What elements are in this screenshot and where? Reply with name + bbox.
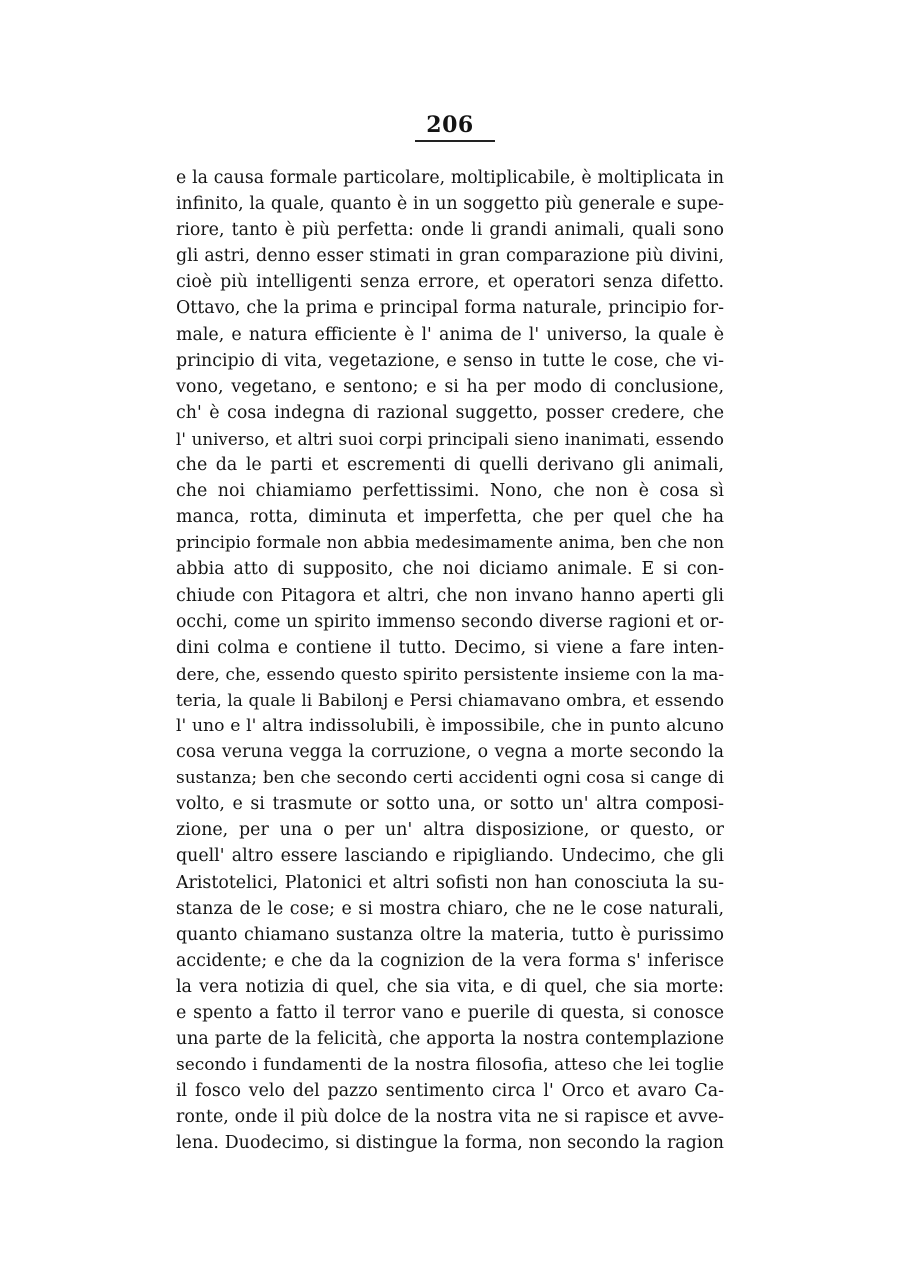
text-line-9: vono, vegetano, e sentono; e si ha per modo di conclusione, [176,376,724,397]
text-line-38: lena. Duodecimo, si distingue la forma, non secondo la ragion [176,1133,724,1154]
text-line-6: Ottavo, che la prima e principal forma naturale, principio for- [176,298,724,319]
text-line-37: ronte, onde il più dolce de la nostra vita ne si rapisce et avve- [176,1107,724,1128]
text-line-27: quell' altro essere lasciando e ripigliando. Undecimo, che gli [176,846,724,867]
text-line-4: gli astri, denno esser stimati in gran comparazione più divini, [176,246,724,267]
text-line-18: occhi, come un spirito immenso secondo diverse ragioni et or- [176,611,724,632]
text-line-11: l' universo, et altri suoi corpi principali sieno inanimati, essendo [176,428,724,449]
text-line-16: abbia atto di supposito, che noi diciamo animale. E si con- [176,559,724,580]
text-line-19: dini colma e contiene il tutto. Decimo, si viene a fare inten- [176,637,724,658]
text-line-2: infinito, la quale, quanto è in un soggetto più generale e supe- [176,194,724,215]
text-line-21: teria, la quale li Babilonj e Persi chiamavano ombra, et essendo [176,689,724,710]
text-line-23: cosa veruna vegga la corruzione, o vegna a morte secondo la [176,742,724,763]
body-text [176,165,724,1157]
text-line-32: la vera notizia di quel, che sia vita, e di quel, che sia morte: [176,976,724,997]
text-line-36: il fosco velo del pazzo sentimento circa l' Orco et avaro Ca- [176,1081,724,1102]
text-line-28: Aristotelici, Platonici et altri sofisti non han conosciuta la su- [176,872,724,893]
text-line-7: male, e natura efficiente è l' anima de l' universo, la quale è [176,324,724,345]
text-line-25: volto, e si trasmute or sotto una, or sotto un' altra composi- [176,794,724,815]
text-line-10: ch' è cosa indegna di razional suggetto, posser credere, che [176,402,724,423]
text-line-22: l' uno e l' altra indissolubili, è impossibile, che in punto alcuno [176,715,724,736]
text-line-13: che noi chiamiamo perfettissimi. Nono, che non è cosa sì [176,481,724,502]
text-line-29: stanza de le cose; e si mostra chiaro, che ne le cose naturali, [176,898,724,919]
text-line-3: riore, tanto è più perfetta: onde li grandi animali, quali sono [176,220,724,241]
text-line-31: accidente; e che da la cognizion de la vera forma s' inferisce [176,950,724,971]
text-line-33: e spento a fatto il terror vano e puerile di questa, si conosce [176,1003,724,1023]
text-line-1: e la causa formale particolare, moltiplicabile, è moltiplicata in [176,168,724,188]
text-line-5: cioè più intelligenti senza errore, et operatori senza difetto. [176,272,724,293]
header-rule [415,140,495,142]
page-number: 206 [426,112,474,138]
text-line-34: una parte de la felicità, che apporta la nostra contemplazione [176,1029,724,1050]
text-line-12: che da le parti et escrementi di quelli derivano gli animali, [176,455,724,476]
text-line-8: principio di vita, vegetazione, e senso in tutte le cose, che vi- [176,350,724,371]
text-line-30: quanto chiamano sustanza oltre la materia, tutto è purissimo [176,924,724,945]
text-line-26: zione, per una o per un' altra disposizione, or questo, or [176,820,724,841]
text-line-24: sustanza; ben che secondo certi accidenti ogni cosa si cange di [176,768,724,789]
text-line-20: dere, che, essendo questo spirito persistente insieme con la ma- [176,663,724,684]
text-line-15: principio formale non abbia medesimamente anima, ben che non [176,533,724,553]
text-line-35: secondo i fundamenti de la nostra filosofia, atteso che lei toglie [176,1055,724,1076]
text-line-14: manca, rotta, diminuta et imperfetta, che per quel che ha [176,507,724,528]
text-line-17: chiude con Pitagora et altri, che non invano hanno aperti gli [176,585,724,606]
